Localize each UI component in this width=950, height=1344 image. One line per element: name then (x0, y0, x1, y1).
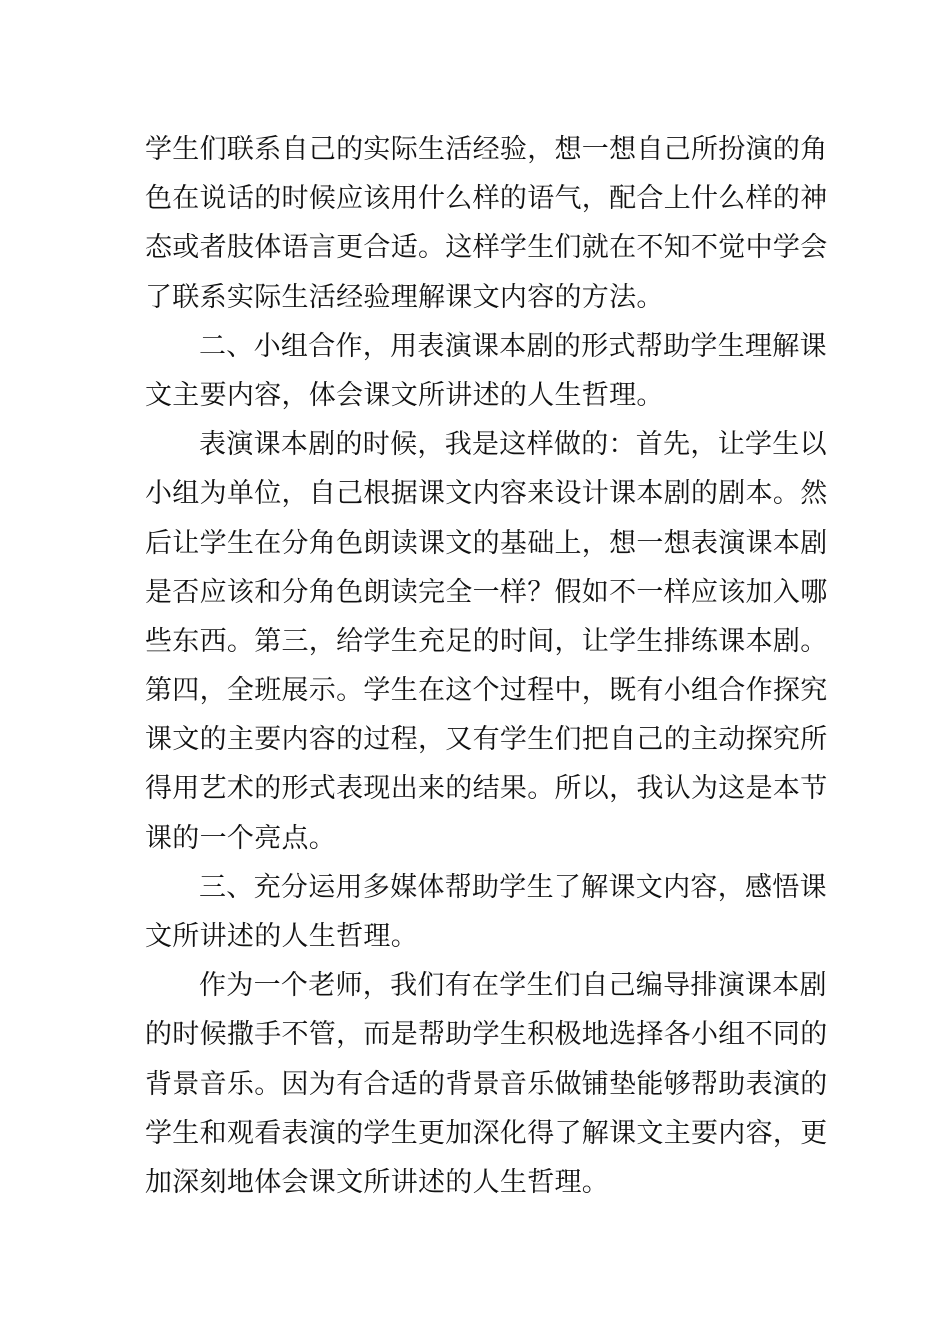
text-line: 些东西。第三，给学生充足的时间，让学生排练课本剧。 (145, 625, 828, 657)
text-line: 色在说话的时候应该用什么样的语气，配合上什么样的神 (145, 183, 828, 215)
section-heading-line: 文所讲述的人生哲理。 (145, 921, 418, 952)
text-line: 态或者肢体语言更合适。这样学生们就在不知不觉中学会 (145, 232, 828, 264)
text-line: 作为一个老师，我们有在学生们自己编导排演课本剧 (199, 970, 827, 1002)
text-line: 是否应该和分角色朗读完全一样？假如不一样应该加入哪 (145, 576, 828, 608)
text-line: 学生和观看表演的学生更加深化得了解课文主要内容，更 (145, 1117, 828, 1149)
text-line: 表演课本剧的时候，我是这样做的：首先，让学生以 (199, 429, 827, 461)
text-line: 了联系实际生活经验理解课文内容的方法。 (145, 281, 664, 313)
text-line: 的时候撒手不管，而是帮助学生积极地选择各小组不同的 (145, 1019, 828, 1051)
text-line: 加深刻地体会课文所讲述的人生哲理。 (145, 1166, 610, 1198)
text-line: 背景音乐。因为有合适的背景音乐做铺垫能够帮助表演的 (145, 1068, 828, 1100)
text-line: 课文的主要内容的过程，又有学生们把自己的主动探究所 (145, 724, 828, 756)
section-heading-line: 三、充分运用多媒体帮助学生了解课文内容，感悟课 (199, 871, 827, 903)
text-line: 后让学生在分角色朗读课文的基础上，想一想表演课本剧 (145, 527, 828, 559)
document-body (145, 125, 828, 1207)
text-line: 得用艺术的形式表现出来的结果。所以，我认为这是本节 (145, 773, 828, 805)
text-line: 学生们联系自己的实际生活经验，想一想自己所扮演的角 (145, 134, 828, 165)
text-line: 第四，全班展示。学生在这个过程中，既有小组合作探究 (145, 675, 828, 707)
section-heading-line: 文主要内容，体会课文所讲述的人生哲理。 (145, 379, 664, 411)
section-heading-line: 二、小组合作，用表演课本剧的形式帮助学生理解课 (199, 330, 827, 362)
text-line: 小组为单位，自己根据课文内容来设计课本剧的剧本。然 (145, 478, 828, 510)
text-line: 课的一个亮点。 (145, 822, 337, 854)
